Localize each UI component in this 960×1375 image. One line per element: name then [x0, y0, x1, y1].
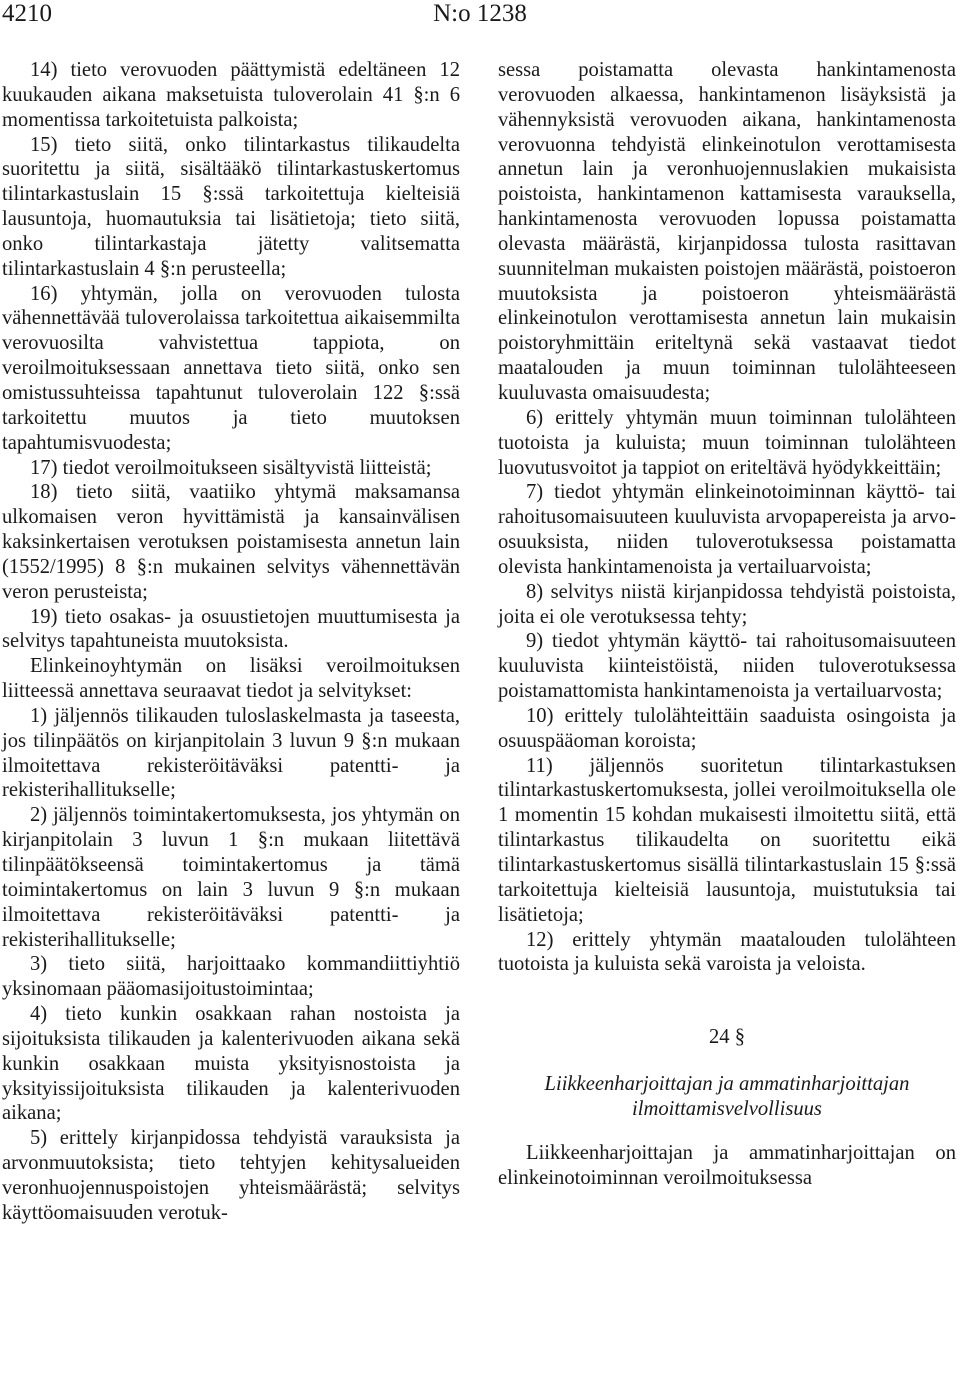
paragraph-sub-5-continued: sessa poistamatta olevasta hankintamenosta verovuoden alkaessa, hankintamenon lisäyksistä ja vähennyksistä verovuoden aikana, hankintamenosta verovuonna tehdyistä elinkeinotulon verottamisesta annetun lain ja veronhuojennuslakien mukaisista poistoista, hankintamenon kattamisesta varauksella, hankintamenosta verovuoden lopussa poistamatta olevasta määrästä, kirjanpidossa tulosta rasittavan suunnitelman mukaisten poistojen määrästä, poistoeron muutoksista ja poistoeron yhteismäärästä elinkeinotulon verottamisesta annetun lain mukaisin poistoryhmittäin eriteltynä sekä vastaavat tiedot maatalouden ja muun toiminnan tulolähteeseen kuuluvasta omaisuudesta;	[498, 59, 956, 404]
paragraph-sub-10: 10) erittely tulolähteittäin saaduista osingoista ja osuuspääoman koroista;	[498, 704, 956, 752]
paragraph-sub-1: 1) jäljennös tilikauden tuloslaskelmasta ja taseesta, jos tilinpäätös on kirjanpitolain 3 luvun 9 §:n mukaan ilmoitettava rekisteröitäväksi patentti- ja rekisterihallitukselle;	[2, 704, 460, 802]
paragraph-item-17: 17) tiedot veroilmoitukseen sisältyvistä liitteistä;	[30, 456, 432, 479]
paragraph-sub-8: 8) selvitys niistä kirjanpidossa tehdyistä poistoista, joita ei ole verotuksessa tehty;	[498, 580, 956, 628]
paragraph-intro: Elinkeinoyhtymän on lisäksi veroilmoituksen liitteessä annettava seuraavat tiedot ja selvitykset:	[2, 655, 460, 703]
paragraph-sub-12: 12) erittely yhtymän maatalouden tulolähteen tuotoista ja kuluista sekä varoista ja veloista.	[498, 928, 956, 976]
section-body: Liikkeenharjoittajan ja ammatinharjoittajan on elinkeinotoiminnan veroilmoituksessa	[498, 1141, 956, 1189]
right-column	[498, 58, 956, 1190]
section-title: Liikkeenharjoittajan ja ammatinharjoittajan ilmoittamisvelvollisuus	[544, 1073, 910, 1120]
left-column	[2, 58, 460, 1226]
paragraph-sub-5: 5) erittely kirjanpidossa tehdyistä varauksista ja arvonmuutoksista; tieto tehtyjen kehitysalueiden veronhuojennuspoistojen yhteismäärästä; selvitys käyttöomaisuuden verotuk-	[2, 1127, 460, 1224]
paragraph-item-15: 15) tieto siitä, onko tilintarkastus tilikaudelta suoritettu ja siitä, sisältääkö tilintarkastuskertomus tilintarkastuslain 15 §:ssä tarkoitettuja kielteisiä lausuntoja, huomautuksia tai lisätietoja; tieto siitä, onko tilintarkastaja jätetty valitsematta tilintarkastuslain 4 §:n perusteella;	[2, 133, 460, 280]
paragraph-sub-11: 11) jäljennös suoritetun tilintarkastuksen tilintarkastuskertomuksesta, jollei veroilmoituksella ole 1 momentin 15 kohdan mukaisesti ilmoitettu siitä, että tilintarkastus tilikaudelta on suoritettu eikä tilintarkastuskertomus sisällä tilintarkastuslain 15 §:ssä tarkoitettuja kielteisiä lausuntoja, muistutuksia tai lisätietoja;	[498, 754, 956, 926]
paragraph-sub-6: 6) erittely yhtymän muun toiminnan tulolähteen tuotoista ja kuluista; muun toiminnan tulolähteen luovutusvoitot ja tappiot on eriteltävä hyödykkeittäin;	[498, 406, 956, 479]
paragraph-sub-4: 4) tieto kunkin osakkaan rahan nostoista ja sijoituksista tilikauden ja kalenterivuoden aikana sekä kunkin osakkaan muista yksityisnostoista ja yksityissijoituksista tilikauden ja kalenterivuoden aikana;	[2, 1003, 460, 1125]
paragraph-sub-2: 2) jäljennös toimintakertomuksesta, jos yhtymän on kirjanpitolain 3 luvun 1 §:n mukaan liitettävä tilinpäätökseensä toimintakertomus ja tämä toimintakertomus on lain 3 luvun 9 §:n mukaan ilmoitettava rekisteröitäväksi patentti- ja rekisterihallitukselle;	[2, 804, 460, 951]
page-number: 4210	[2, 0, 52, 27]
section-number: 24 §	[708, 1026, 746, 1049]
page-header	[0, 0, 960, 30]
paragraph-item-14: 14) tieto verovuoden päättymistä edeltäneen 12 kuukauden aikana maksetuista tuloverolain 41 §:n 6 momentissa tarkoitetuista palkoista;	[2, 59, 460, 131]
paragraph-sub-3: 3) tieto siitä, harjoittaako kommandiittiyhtiö yksinomaan pääomasijoitustoimintaa;	[2, 953, 460, 1001]
paragraph-item-18: 18) tieto siitä, vaatiiko yhtymä maksamansa ulkomaisen veron hyvittämistä ja kansainvälisen kaksinkertaisen verotuksen poistamisesta annetun lain (1552/1995) 8 §:n mukainen selvitys vähennettävän veron perusteista;	[2, 481, 460, 603]
paragraph-item-16: 16) yhtymän, jolla on verovuoden tulosta vähennettävää tuloverolaissa tarkoitettua aikaisemmilta verovuosilta vahvistettua tappiota, on veroilmoituksessaan annettava tieto siitä, onko sen omistussuhteissa tapahtunut tuloverolain 122 §:ssä tarkoitettu muutos ja tieto muutoksen tapahtumisvuodesta;	[2, 282, 460, 454]
document-number: N:o 1238	[433, 0, 527, 27]
paragraph-sub-7: 7) tiedot yhtymän elinkeinotoiminnan käyttö- tai rahoitusomaisuuteen kuuluvista arvopapereista ja arvo-osuuksista, niiden tuloverotuksessa poistamatta olevista hankintamenoista ja vertailuarvoista;	[498, 481, 956, 578]
paragraph-item-19: 19) tieto osakas- ja osuustietojen muuttumisesta ja selvitys tapahtuneista muutoksista.	[2, 605, 460, 653]
paragraph-sub-9: 9) tiedot yhtymän käyttö- tai rahoitusomaisuuteen kuuluvista kiinteistöistä, niiden tuloverotuksessa poistamattomista hankintamenoista ja vertailuarvosta;	[498, 630, 956, 703]
